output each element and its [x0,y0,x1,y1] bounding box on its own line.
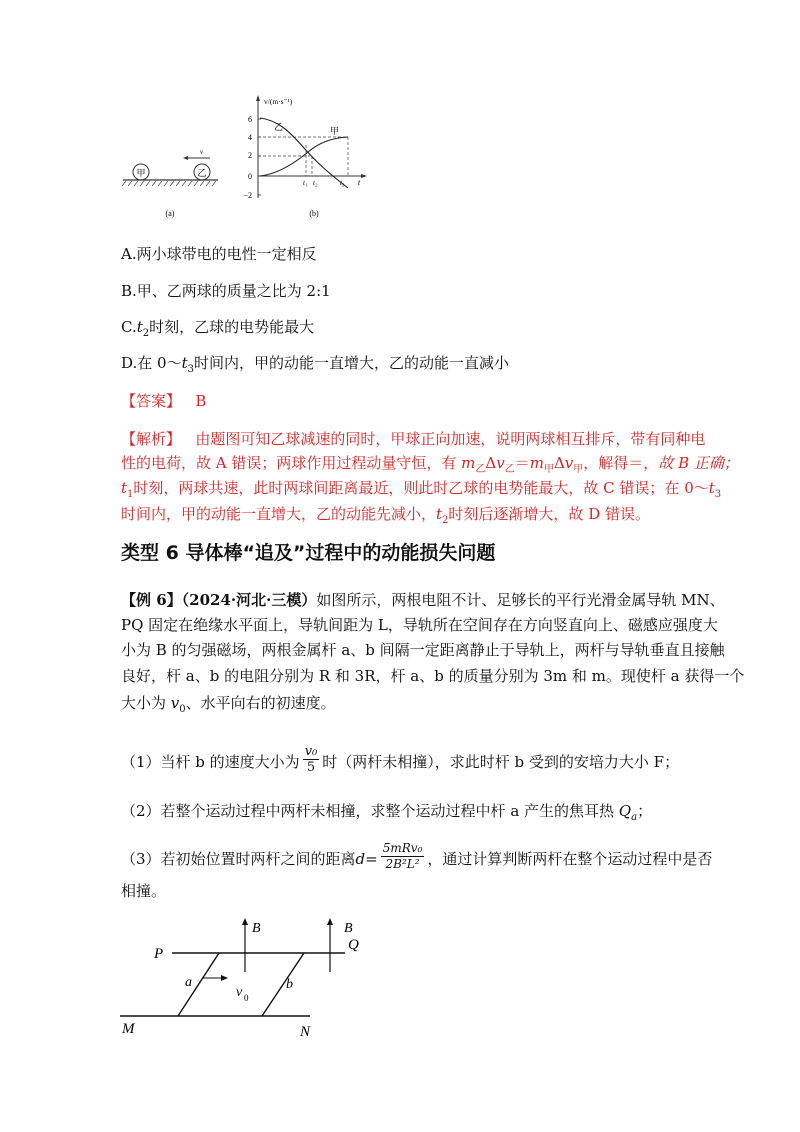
y-tick: 6 [248,115,252,124]
analysis-text: 时间内，甲的动能一直增大，乙的动能先减小， [121,505,437,523]
example-line-2: PQ 固定在绝缘水平面上，导轨间距为 L，导轨所在空间存在方向竖直向上、磁感应强度大 [121,616,718,634]
label-b-field-1: B [252,921,261,936]
analysis-line-3 [121,477,721,506]
option-c-prefix: C. [121,318,137,336]
figure-top [118,92,378,227]
analysis-text: 性的电荷，故 A 错误；两球作用过程动量守恒，有 [121,454,462,472]
math-sub: a [631,812,638,823]
y-tick: −2 [243,191,252,200]
figure-b [243,95,367,218]
math-var: m [461,454,476,472]
label-rod-a: a [185,975,192,990]
label-v0: v [236,985,243,1000]
y-tick: 0 [248,172,252,181]
example-line-1 [121,589,725,611]
question-2-text: ； [637,802,653,820]
math-sub: 2 [442,515,449,526]
fraction-numerator: v₀ [304,744,318,759]
ball-jia-label: 甲 [136,168,146,178]
math-sub: 乙 [475,464,486,475]
option-b: B.甲、乙两球的质量之比为 2:1 [121,282,331,300]
answer-label: 【答案】 [121,392,182,410]
math-var: m [529,454,544,472]
math-sub: 甲 [543,464,554,475]
fraction-numerator: 5mRv₀ [382,841,423,855]
y-axis-label: v/(m·s⁻¹) [264,97,293,106]
analysis-line-1 [121,428,705,450]
example-line-5 [121,692,336,721]
analysis-label: 【解析】 [121,430,182,448]
sub-a-label: (a) [165,209,175,218]
fraction-v0-over-5 [303,744,320,775]
label-v0-sub: 0 [244,993,249,1003]
math-var: v [170,694,180,712]
y-tick: 2 [248,151,252,160]
math-symbol: = [365,849,378,868]
math-var: Q [618,802,632,820]
curve-yi-label: 乙 [274,122,284,132]
question-1-text: 时（两杆未相撞），求此时杆 b 受到的安培力大小 F； [322,752,680,771]
option-d-sub: 3 [187,364,194,375]
question-1 [121,746,679,777]
example-line-4: 良好，杆 a、b 的电阻分别为 R 和 3R，杆 a、b 的质量分别为 3m 和 m。现使杆 a 获得一个 [121,667,745,685]
x-axis-label: t [358,178,361,187]
example-text: 、水平向右的初速度。 [185,694,336,712]
label-m: M [122,1021,135,1037]
question-2 [121,800,652,829]
analysis-text: 时刻，两球共速，此时两球间距离最近，则此时乙球的电势能最大，故 C 错误；在 0～ [133,479,709,497]
option-c-var: t [136,318,143,336]
label-q: Q [348,937,359,953]
answer-value: B [195,392,207,410]
label-rod-b: b [286,977,293,992]
math-sub: 0 [179,704,186,715]
option-d [121,352,509,381]
option-c [121,316,314,345]
option-a: A.两小球带电的电性一定相反 [121,245,317,263]
option-d-prefix: D.在 0～ [121,354,182,372]
math-symbol: Δ [485,454,497,472]
answer-line [121,390,206,412]
math-var: v [496,454,505,472]
math-sub: 甲 [573,464,584,475]
math-var: t [121,479,128,497]
example-text-1: 如图所示，两根电阻不计、足够长的平行光滑金属导轨 MN、 [316,591,725,609]
fraction-distance [381,841,425,872]
math-var: v [564,454,574,472]
math-var: d [355,849,366,868]
fraction-denominator: 5 [306,760,316,775]
x-tick: t₂ [313,179,318,187]
option-c-sub: 2 [142,328,150,339]
math-sub: 乙 [504,464,515,475]
question-3-line-2: 相撞。 [121,882,167,900]
sub-b-label: (b) [309,209,319,218]
rod-b [262,953,304,1016]
option-d-text: 时间内，甲的动能一直增大，乙的动能一直减小 [193,354,509,372]
analysis-text: 时刻后逐渐增大，故 D 错误。 [448,505,650,523]
math-sub: 1 [127,489,134,500]
option-c-text: 时刻，乙球的电势能最大 [149,318,315,336]
option-d-var: t [181,354,188,372]
analysis-text: ，解得＝， [583,454,659,472]
analysis-text-1: 由题图可知乙球减速的同时，甲球正向加速，说明两球相互排斥，带有同种电 [195,430,706,448]
question-3-text: ，通过计算判断两杆在整个运动过程中是否 [427,849,713,868]
figure-rails [112,912,372,1040]
x-tick: t₃ [340,179,345,187]
example-text: 大小为 [121,694,171,712]
math-symbol: Δ [553,454,565,472]
analysis-text: 故 B 正确； [658,454,739,472]
fraction-denominator: 2B²L² [385,857,420,871]
figure-a [122,148,218,218]
curve-jia [260,137,348,176]
example-source: （2024·河北·三模） [181,591,317,609]
question-3 [121,843,712,874]
label-n: N [300,1024,311,1040]
math-var: t [708,479,715,497]
question-1-prefix: （1）当杆 b 的速度大小为 [121,752,300,771]
y-tick: 4 [248,133,252,142]
analysis-line-4 [121,503,650,532]
question-2-prefix: （2）若整个运动过程中两杆未相撞，求整个运动过程中杆 a 产生的焦耳热 [121,802,619,820]
example-line-3: 小为 B 的匀强磁场，两根金属杆 a、b 间隔一定距离静止于导轨上，两杆与导轨垂直且接触 [121,641,725,659]
label-p: P [154,946,164,962]
math-symbol: ＝ [514,454,530,472]
ball-yi-label: 乙 [197,168,207,178]
math-var: t [436,505,443,523]
math-sub: 3 [714,489,722,500]
example-label: 【例 6】 [121,591,182,609]
velocity-arrow-label: v [200,148,204,156]
question-3-prefix: （3）若初始位置时两杆之间的距离 [121,849,356,868]
curve-jia-label: 甲 [330,126,340,136]
label-b-field-2: B [344,921,353,936]
x-tick: t₁ [303,179,308,187]
section-title: 类型 6 导体棒“追及”过程中的动能损失问题 [121,542,496,564]
